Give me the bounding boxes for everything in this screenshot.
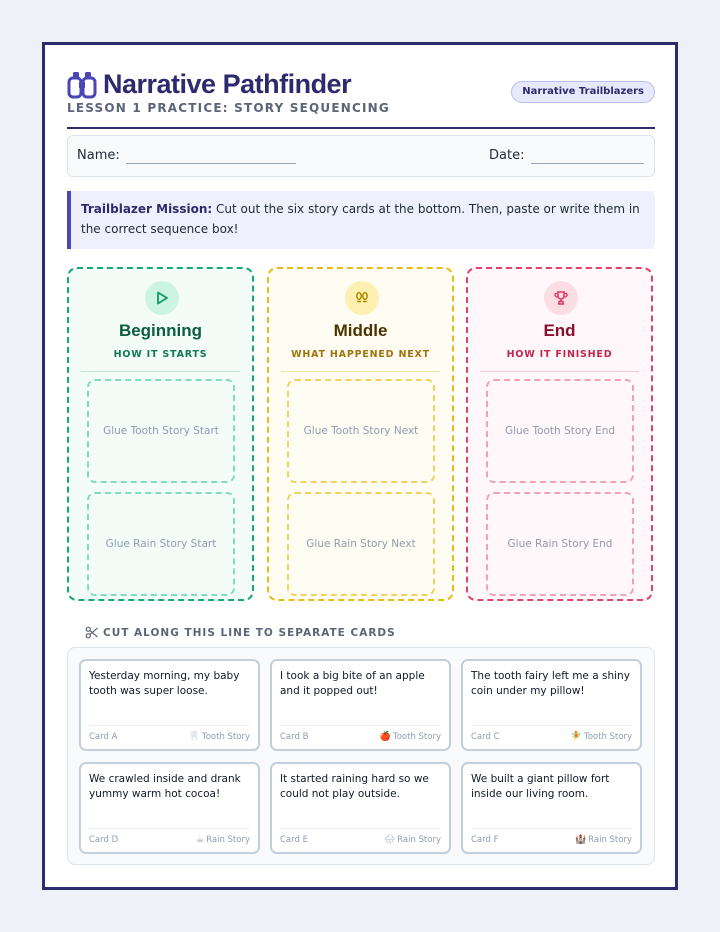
column-beginning xyxy=(67,267,254,601)
mission-label: Trailblazer Mission: xyxy=(81,202,213,216)
hot-cocoa-icon: ☕ xyxy=(196,835,205,845)
cut-line-label xyxy=(85,626,396,639)
lesson-subtitle: LESSON 1 PRACTICE: STORY SEQUENCING xyxy=(67,101,390,115)
fairy-icon: 🧚 xyxy=(570,732,582,742)
card-footer xyxy=(471,828,632,845)
card-footer xyxy=(89,828,250,845)
card-tag-label: Rain Story xyxy=(206,835,250,845)
story-card[interactable] xyxy=(461,659,642,751)
glue-slot[interactable]: Glue Tooth Story Next xyxy=(287,379,435,483)
name-date-bar xyxy=(67,135,655,177)
card-text: I took a big bite of an apple and it popped out! xyxy=(280,670,425,697)
story-cards-area xyxy=(67,647,655,865)
column-middle xyxy=(267,267,454,601)
glue-slot[interactable]: Glue Tooth Story Start xyxy=(87,379,235,483)
card-footer xyxy=(280,725,441,742)
column-title: Middle xyxy=(333,321,388,340)
card-tag-label: Rain Story xyxy=(397,835,441,845)
card-footer xyxy=(280,828,441,845)
card-text: We crawled inside and drank yummy warm hot cocoa! xyxy=(89,773,241,800)
column-divider xyxy=(81,371,240,372)
card-footer xyxy=(89,725,250,742)
story-card[interactable] xyxy=(270,762,451,854)
column-divider xyxy=(480,371,639,372)
card-tag-label: Tooth Story xyxy=(583,732,632,742)
card-id: Card C xyxy=(471,732,500,742)
card-tag-label: Rain Story xyxy=(588,835,632,845)
card-footer xyxy=(471,725,632,742)
story-card[interactable] xyxy=(79,659,260,751)
card-text: Yesterday morning, my baby tooth was super loose. xyxy=(89,670,240,697)
cut-line-text: CUT ALONG THIS LINE TO SEPARATE CARDS xyxy=(103,626,396,639)
column-subtitle: WHAT HAPPENED NEXT xyxy=(291,349,430,360)
footprints-icon xyxy=(345,281,379,315)
glue-slot[interactable]: Glue Rain Story Next xyxy=(287,492,435,596)
binoculars-icon xyxy=(67,71,97,99)
title-row xyxy=(67,69,351,100)
column-subtitle: HOW IT FINISHED xyxy=(506,349,613,360)
mission-text: Cut out the six story cards at the bottom. Then, paste or write them in the correct sequence box! xyxy=(81,202,640,236)
worksheet xyxy=(42,42,678,890)
story-card[interactable] xyxy=(270,659,451,751)
card-text: The tooth fairy left me a shiny coin under my pillow! xyxy=(471,670,630,697)
card-tag xyxy=(196,835,250,845)
date-write-line[interactable] xyxy=(531,163,644,164)
column-title: End xyxy=(543,321,576,340)
card-tag xyxy=(189,732,250,742)
card-tag xyxy=(571,732,632,742)
trophy-icon xyxy=(544,281,578,315)
date-label: Date: xyxy=(489,148,525,163)
column-end xyxy=(466,267,653,601)
card-id: Card B xyxy=(280,732,309,742)
glue-slot[interactable]: Glue Rain Story End xyxy=(486,492,634,596)
card-id: Card F xyxy=(471,835,499,845)
card-tag-label: Tooth Story xyxy=(201,732,250,742)
card-tag xyxy=(380,732,441,742)
card-tag xyxy=(384,835,441,845)
tooth-icon: 🦷 xyxy=(188,732,200,742)
play-icon xyxy=(145,281,179,315)
card-id: Card D xyxy=(89,835,119,845)
card-tag-label: Tooth Story xyxy=(392,732,441,742)
name-label: Name: xyxy=(77,148,120,163)
card-text: We built a giant pillow fort inside our living room. xyxy=(471,773,610,800)
castle-icon: 🏰 xyxy=(574,835,587,845)
glue-slot[interactable]: Glue Tooth Story End xyxy=(486,379,634,483)
column-divider xyxy=(281,371,440,372)
card-tag xyxy=(575,835,632,845)
scissors-icon xyxy=(85,626,98,639)
mission-callout xyxy=(67,191,655,249)
card-text: It started raining hard so we could not play outside. xyxy=(280,773,429,800)
story-card[interactable] xyxy=(79,762,260,854)
rain-cloud-icon: 🌧 xyxy=(383,835,396,845)
name-write-line[interactable] xyxy=(126,163,296,164)
header xyxy=(67,67,655,129)
story-card[interactable] xyxy=(461,762,642,854)
apple-icon: 🍎 xyxy=(379,732,391,742)
class-badge: Narrative Trailblazers xyxy=(511,81,655,103)
card-id: Card E xyxy=(280,835,308,845)
card-id: Card A xyxy=(89,732,118,742)
column-subtitle: HOW IT STARTS xyxy=(113,349,208,360)
column-title: Beginning xyxy=(118,321,203,340)
glue-slot[interactable]: Glue Rain Story Start xyxy=(87,492,235,596)
page-title: Narrative Pathfinder xyxy=(103,69,352,99)
